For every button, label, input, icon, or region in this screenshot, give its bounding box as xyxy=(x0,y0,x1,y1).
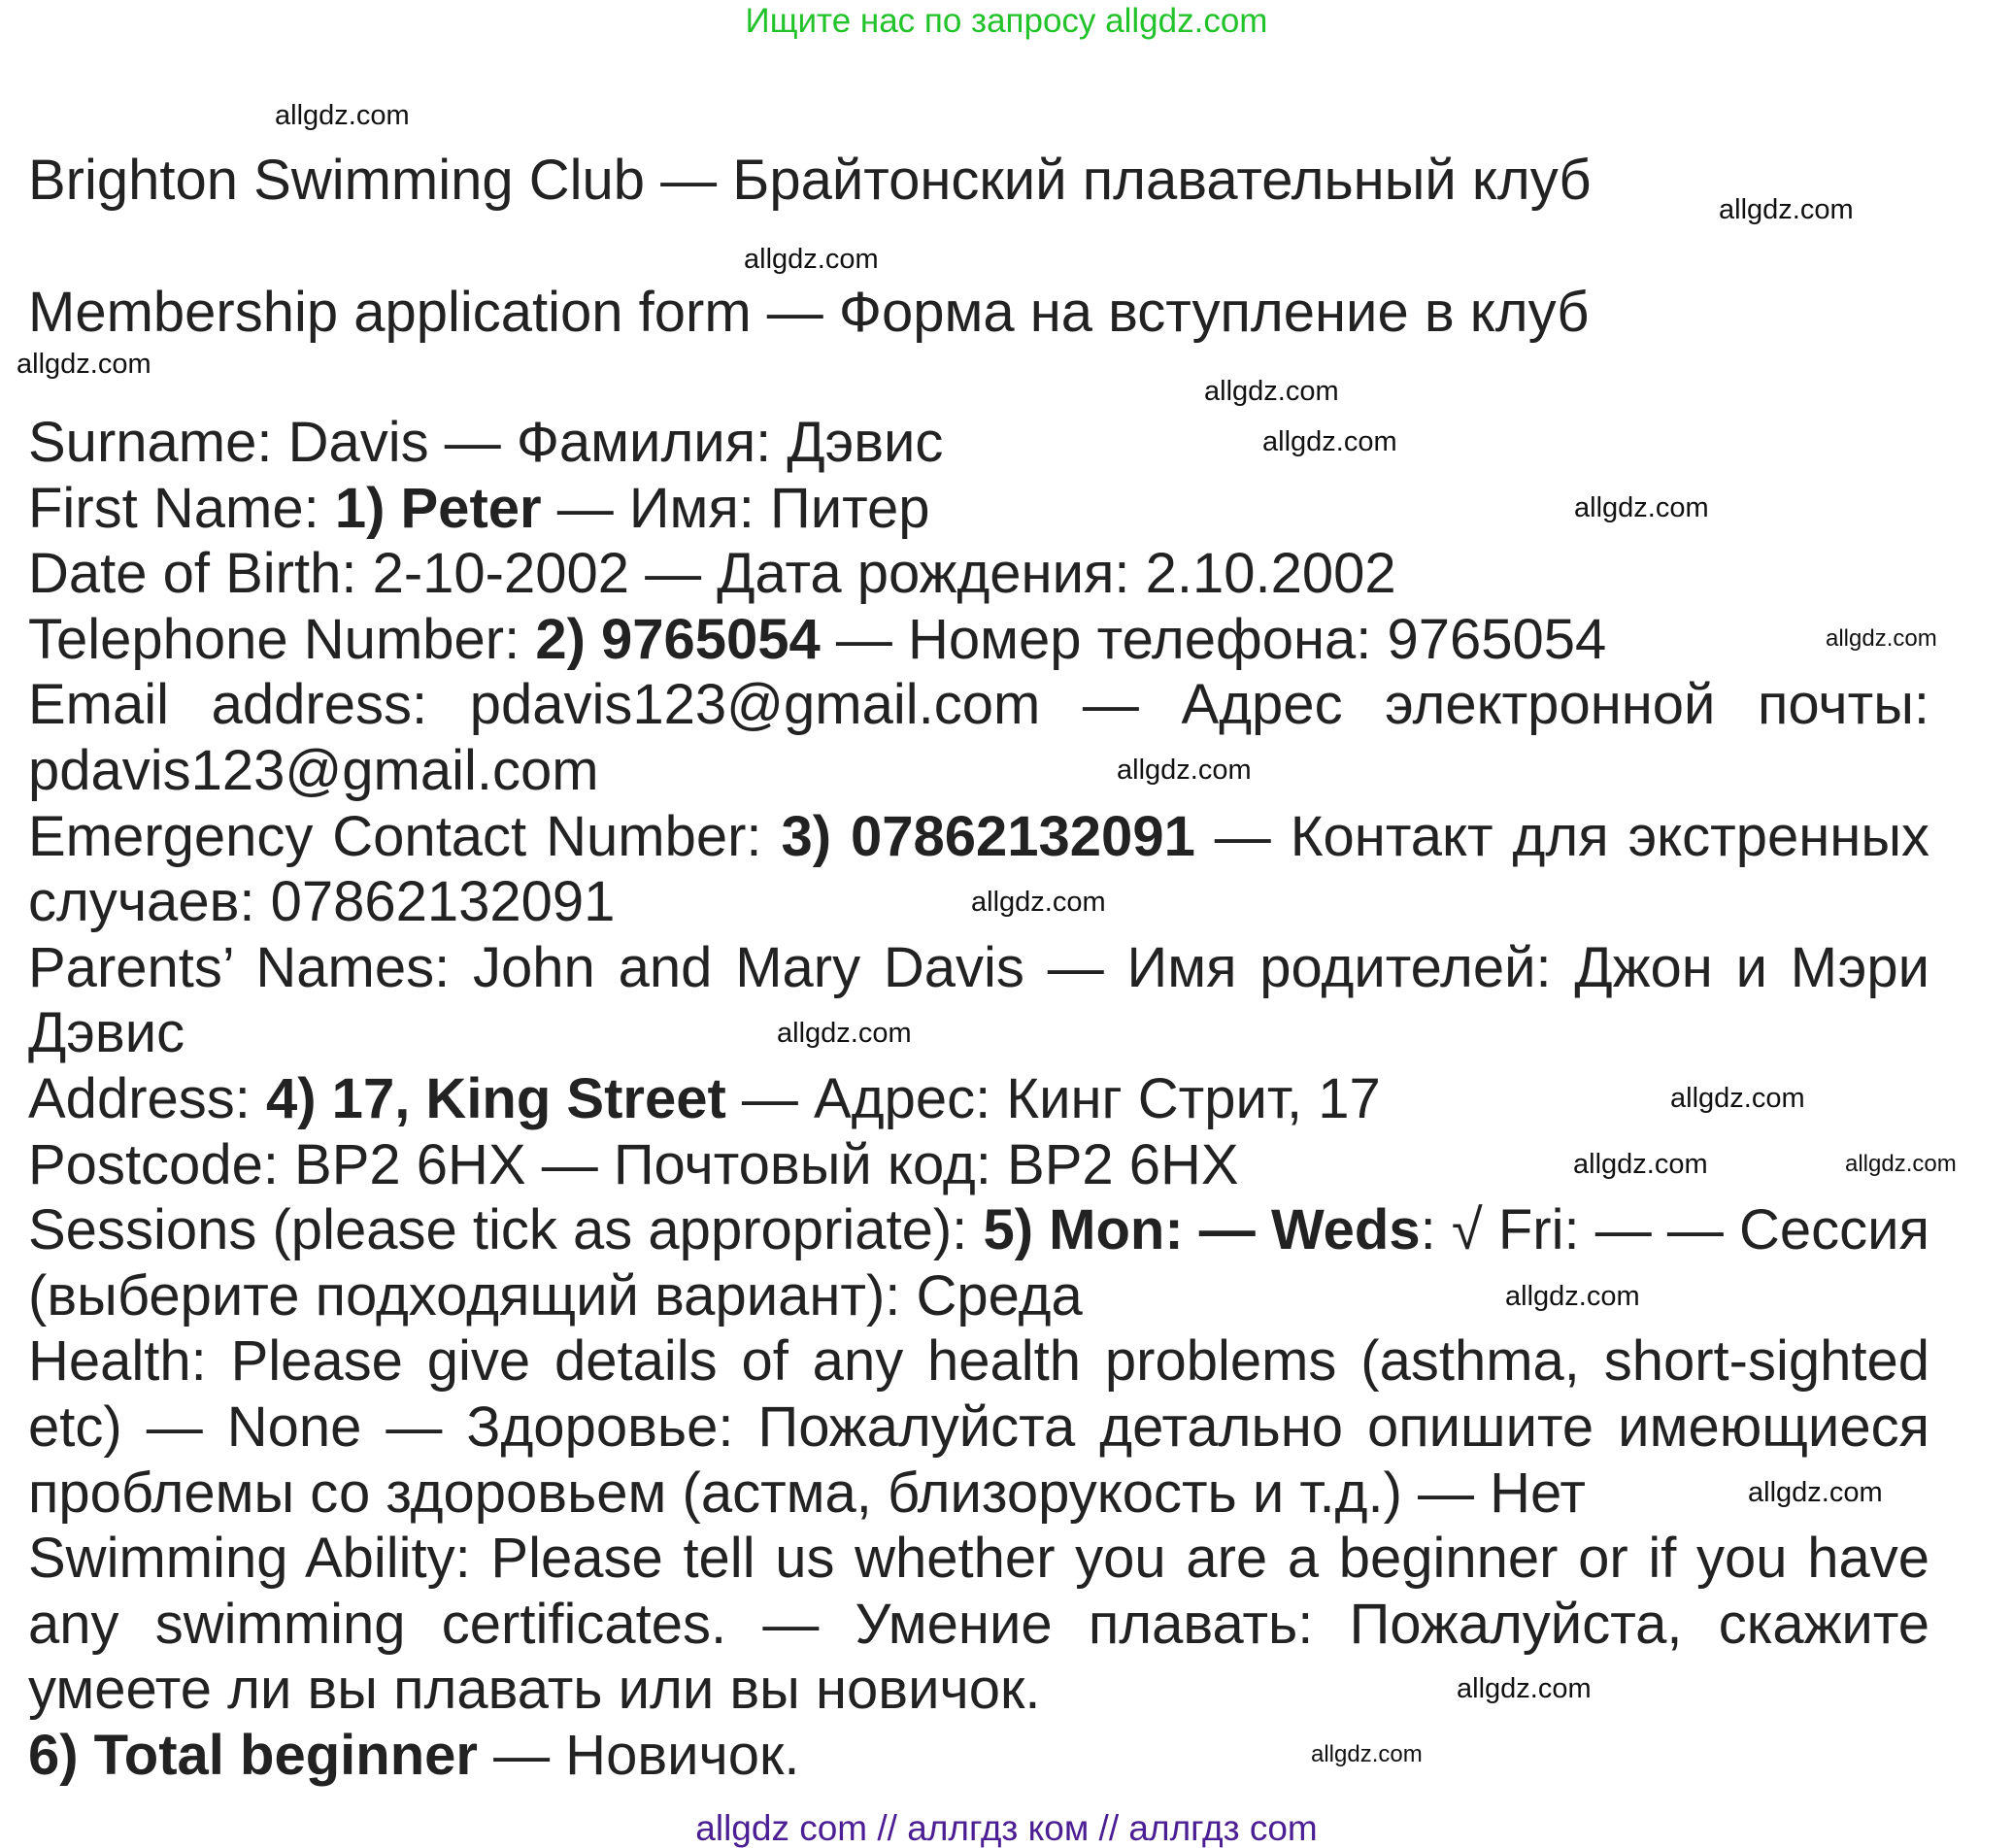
field-text: Postcode: BP2 6HX — Почтовый код: BP2 6HX xyxy=(28,1132,1239,1196)
field-text: — Имя: Питер xyxy=(541,476,930,540)
answer-text: 4) 17, King Street xyxy=(266,1066,726,1130)
field-text: Parents’ Names: John and Mary Davis — Имя родителей: Джон и Мэри Дэвис xyxy=(28,935,1929,1065)
watermark: allgdz.com xyxy=(1574,492,1709,523)
field-text: — Номер телефона: 9765054 xyxy=(820,607,1607,671)
field-text: Date of Birth: 2-10-2002 — Дата рождения: 2.10.2002 xyxy=(28,542,1396,606)
field-text: Health: Please give details of any health problems (asthma, short-sighted etc) — None — Здоровье: Пожалуйста детально опишите имеющиеся проблемы со здоровьем (астма, близорукость и т.д.) — Нет xyxy=(28,1329,1929,1525)
answer-text: 1) Peter xyxy=(334,476,542,540)
answer-text: 5) Mon: — Weds xyxy=(983,1198,1421,1262)
field-text: Emergency Contact Number: xyxy=(28,804,782,868)
watermark: allgdz.com xyxy=(1457,1673,1592,1704)
field-text: Telephone Number: xyxy=(28,607,536,671)
field-text: — Адрес: Кинг Стрит, 17 xyxy=(725,1066,1381,1130)
form-field-line xyxy=(28,607,1929,673)
form-field-line xyxy=(28,1066,1929,1132)
form-title: Membership application form — Форма на вступление в клуб xyxy=(28,281,1590,344)
answer-text: 2) 9765054 xyxy=(535,607,821,671)
watermark: allgdz.com xyxy=(17,349,151,380)
watermark: allgdz.com xyxy=(1573,1149,1708,1180)
club-title: Brighton Swimming Club — Брайтонский плавательный клуб xyxy=(28,149,1592,212)
field-text: : √ Fri: — — Сессия (выберите подходящий вариант): Среда xyxy=(28,1198,1929,1327)
field-text: First Name: xyxy=(28,476,335,540)
field-text: Address: xyxy=(28,1066,266,1130)
watermark: allgdz.com xyxy=(1719,194,1854,225)
watermark: allgdz.com xyxy=(1117,755,1252,786)
field-text: Email address: pdavis123@gmail.com — Адрес электронной почты: pdavis123@gmail.com xyxy=(28,673,1929,802)
field-text: Surname: Davis — Фамилия: Дэвис xyxy=(28,411,944,474)
watermark: allgdz.com xyxy=(1670,1083,1805,1114)
form-field-line xyxy=(28,935,1929,1066)
answer-text: 6) Total beginner xyxy=(28,1723,478,1787)
watermark: allgdz.com xyxy=(1748,1477,1883,1508)
watermark: allgdz.com xyxy=(777,1018,912,1049)
field-text: Swimming Ability: Please tell us whether you are a beginner or if you have any swimming certificates. — Умение плавать: Пожалуйста, скажите умеете ли вы плавать или вы новичок. xyxy=(28,1527,1929,1722)
form-field-line xyxy=(28,672,1929,803)
field-text: — Контакт для экстренных случаев: 07862132091 xyxy=(28,804,1930,934)
field-text: — Новичок. xyxy=(477,1723,800,1787)
answer-text: 3) 07862132091 xyxy=(781,804,1195,868)
form-field-line xyxy=(28,1328,1929,1526)
form-field-line xyxy=(28,541,1929,607)
top-banner: Ищите нас по запросу allgdz.com xyxy=(745,2,1268,40)
watermark: allgdz.com xyxy=(1311,1741,1423,1767)
form-answers xyxy=(28,410,1929,1788)
field-text: Sessions (please tick as appropriate): xyxy=(28,1198,984,1262)
watermark: allgdz.com xyxy=(1826,625,1937,652)
footer-links: allgdz com // аллгдз ком // аллгдз com xyxy=(695,1808,1318,1848)
form-field-line xyxy=(28,1723,1929,1789)
watermark: allgdz.com xyxy=(744,244,879,275)
watermark: allgdz.com xyxy=(275,100,410,131)
watermark: allgdz.com xyxy=(1204,376,1339,407)
watermark: allgdz.com xyxy=(1262,426,1397,457)
form-field-line xyxy=(28,1526,1929,1723)
watermark: allgdz.com xyxy=(971,887,1106,918)
form-field-line xyxy=(28,1197,1929,1328)
watermark: allgdz.com xyxy=(1845,1151,1957,1177)
form-field-line xyxy=(28,410,1929,476)
watermark: allgdz.com xyxy=(1505,1281,1640,1312)
